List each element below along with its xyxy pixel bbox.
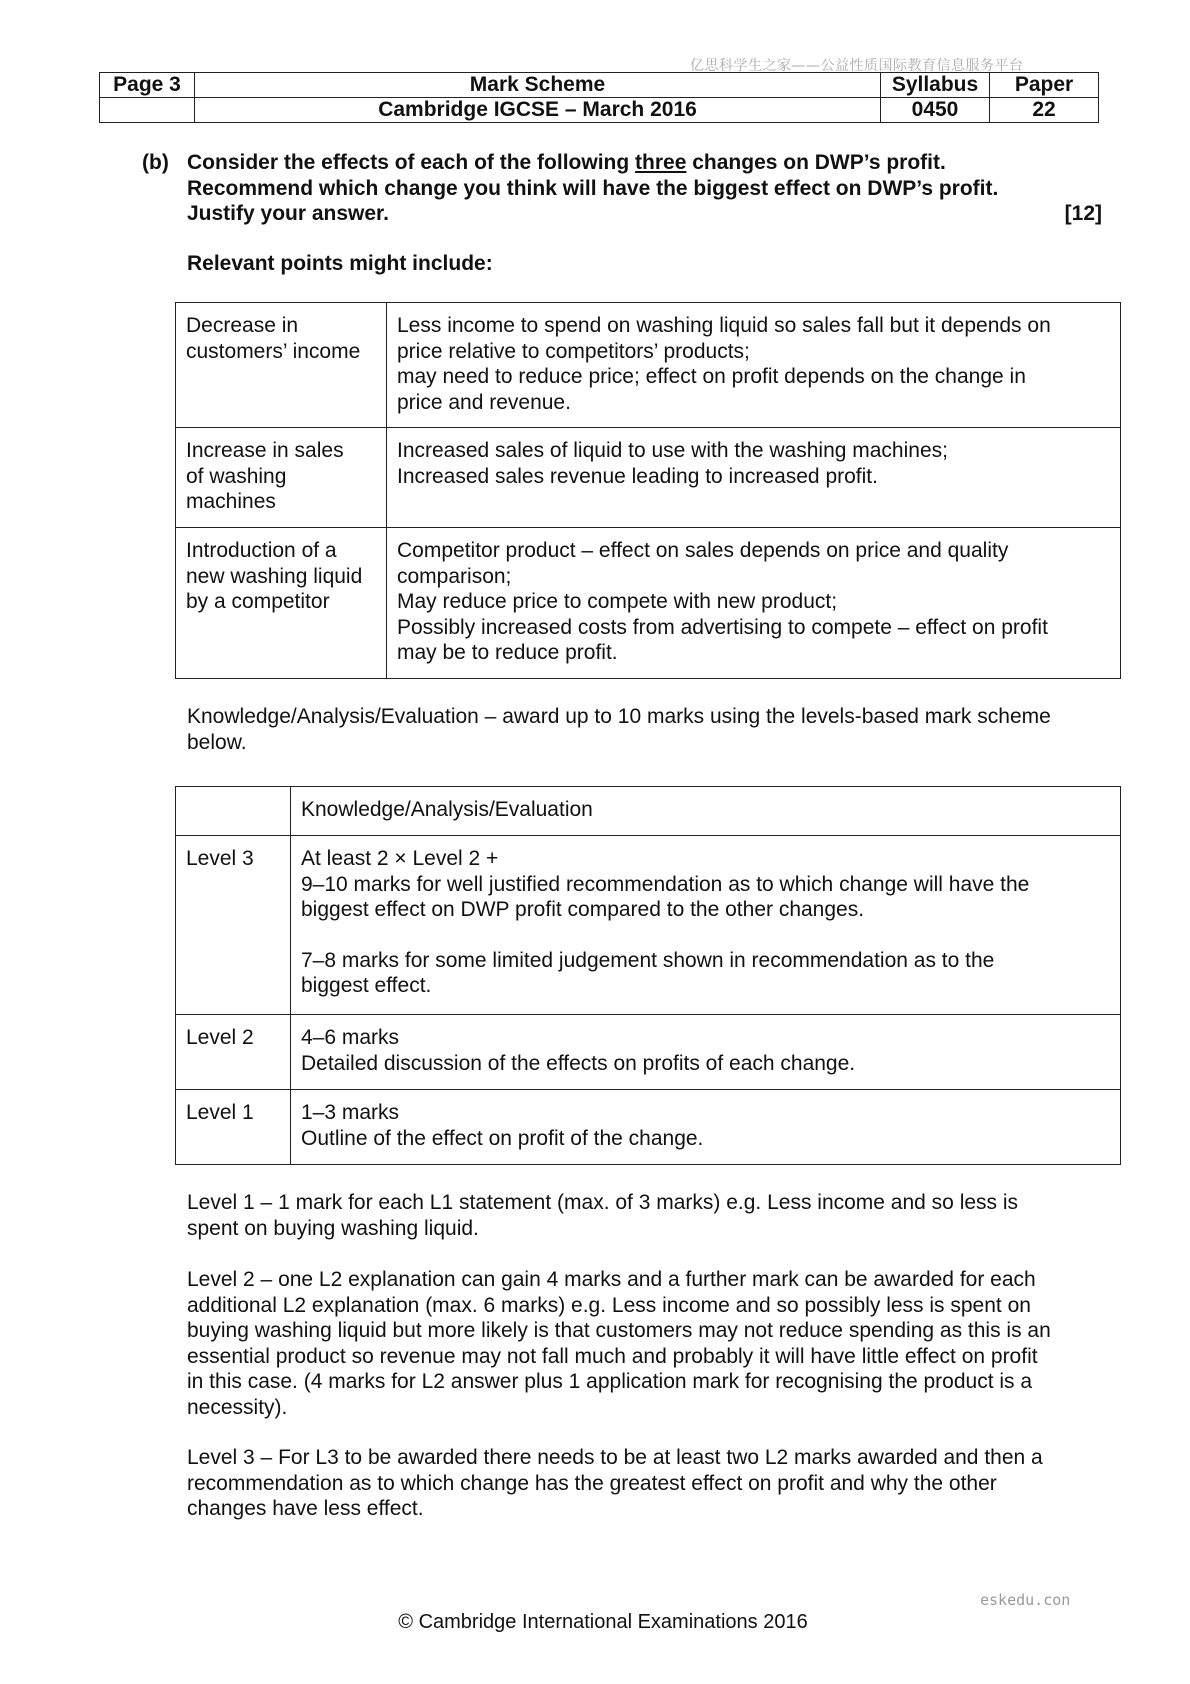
spacer [301,923,1110,948]
underlined-word: three [635,151,687,174]
cell-line: At least 2 × Level 2 + [301,847,499,870]
cell-line: may be to reduce profit. [397,641,618,664]
level-label: Level 2 [176,1015,291,1090]
cell-line: Decrease in [186,314,299,337]
level-description [291,1015,1121,1090]
change-cell [176,428,387,528]
table-row [176,428,1121,528]
question-text [187,150,1099,227]
levels-table [175,786,1121,1165]
para-line: Level 1 – 1 mark for each L1 statement (max. of 3 marks) e.g. Less income and so less is [187,1191,1019,1214]
table-row [176,836,1121,1015]
cell-line: by a competitor [186,590,330,613]
watermark-bottom: eskedu.con [980,1591,1071,1609]
relevant-points-heading: Relevant points might include: [187,252,493,275]
level-description [291,836,1121,1015]
cell-line: 9–10 marks for well justified recommendation as to which change will have the [301,872,1030,896]
cell-line: Increase in sales [186,439,344,462]
level-label: Level 3 [176,836,291,1015]
cell-line: 7–8 marks for some limited judgement shown in recommendation as to the [301,948,995,972]
syllabus-label: Syllabus [881,73,990,98]
cell-line: biggest effect. [301,974,432,997]
para-line: Level 2 – one L2 explanation can gain 4 marks and a further mark can be awarded for each [187,1268,1036,1291]
cell-line: Possibly increased costs from advertising to compete – effect on profit [397,615,1048,639]
note-level3 [187,1445,1107,1522]
cell-line: May reduce price to compete with new product; [397,590,838,613]
para-line: below. [187,730,247,754]
levels-header: Knowledge/Analysis/Evaluation [291,787,1121,836]
level-description [291,1090,1121,1165]
kae-intro [187,704,1107,755]
para-line: Level 3 – For L3 to be awarded there needs to be at least two L2 marks awarded and then a [187,1446,1043,1469]
para-line: spent on buying washing liquid. [187,1216,479,1240]
question-line1-end: changes on DWP’s profit. [686,151,946,174]
table-row [176,303,1121,428]
header-empty-cell [100,98,195,123]
cell-line: of washing [186,464,287,488]
change-cell [176,528,387,679]
cell-line: machines [186,490,276,513]
change-cell [176,303,387,428]
level-header-empty [176,787,291,836]
cell-line: Increased sales of liquid to use with the washing machines; [397,439,948,462]
question-line3: Justify your answer. [187,202,389,225]
cell-line: price relative to competitors’ products; [397,339,750,363]
cell-line: 1–3 marks [301,1101,400,1124]
cell-line: may need to reduce price; effect on profit depends on the change in [397,365,1026,388]
cell-line: comparison; [397,564,512,588]
para-line: necessity). [187,1395,288,1419]
para-line: additional L2 explanation (max. 6 marks) e.g. Less income and so possibly less is spent on [187,1293,1031,1317]
paper-label: Paper [990,73,1099,98]
table-row [176,787,1121,836]
para-line: Knowledge/Analysis/Evaluation – award up to 10 marks using the levels-based mark scheme [187,705,1051,728]
cell-line: Introduction of a [186,539,337,562]
header-table [99,72,1099,123]
cell-line: price and revenue. [397,390,571,414]
level-label: Level 1 [176,1090,291,1165]
note-level1 [187,1190,1107,1241]
cell-line: biggest effect on DWP profit compared to the other changes. [301,898,865,921]
page-number: Page 3 [100,73,195,98]
para-line: recommendation as to which change has the greatest effect on profit and why the other [187,1471,997,1495]
cell-line: 4–6 marks [301,1026,400,1049]
effect-cell [387,528,1121,679]
cell-line: Outline of the effect on profit of the change. [301,1126,704,1150]
question-line2: Recommend which change you think will have the biggest effect on DWP’s profit. [187,176,999,200]
cell-line: new washing liquid [186,564,363,588]
table-row [176,1015,1121,1090]
cell-line: Less income to spend on washing liquid so sales fall but it depends on [397,314,1051,337]
cell-line: customers’ income [186,339,361,363]
table-row [176,1090,1121,1165]
para-line: buying washing liquid but more likely is that customers may not reduce spending as this is an [187,1319,1051,1342]
question-label: (b) [142,151,169,174]
paper-value: 22 [990,98,1099,123]
points-table [175,302,1121,679]
cell-line: Competitor product – effect on sales depends on price and quality [397,539,1009,562]
syllabus-value: 0450 [881,98,990,123]
document-subtitle: Cambridge IGCSE – March 2016 [195,98,881,123]
question-marks: [12] [1064,202,1102,225]
footer-copyright: © Cambridge International Examinations 2016 [398,1611,808,1633]
effect-cell [387,303,1121,428]
note-level2 [187,1267,1107,1420]
cell-line: Detailed discussion of the effects on profits of each change. [301,1051,856,1075]
question-line1-start: Consider the effects of each of the following [187,151,636,174]
cell-line: Increased sales revenue leading to increased profit. [397,464,878,488]
watermark-top: 亿思科学生之家——公益性质国际教育信息服务平台 [690,58,1024,74]
effect-cell [387,428,1121,528]
document-title: Mark Scheme [195,73,881,98]
para-line: essential product so revenue may not fall much and probably it will have little effect on profit [187,1344,1038,1368]
table-row [176,528,1121,679]
para-line: changes have less effect. [187,1497,424,1520]
para-line: in this case. (4 marks for L2 answer plus 1 application mark for recognising the product is a [187,1370,1033,1393]
